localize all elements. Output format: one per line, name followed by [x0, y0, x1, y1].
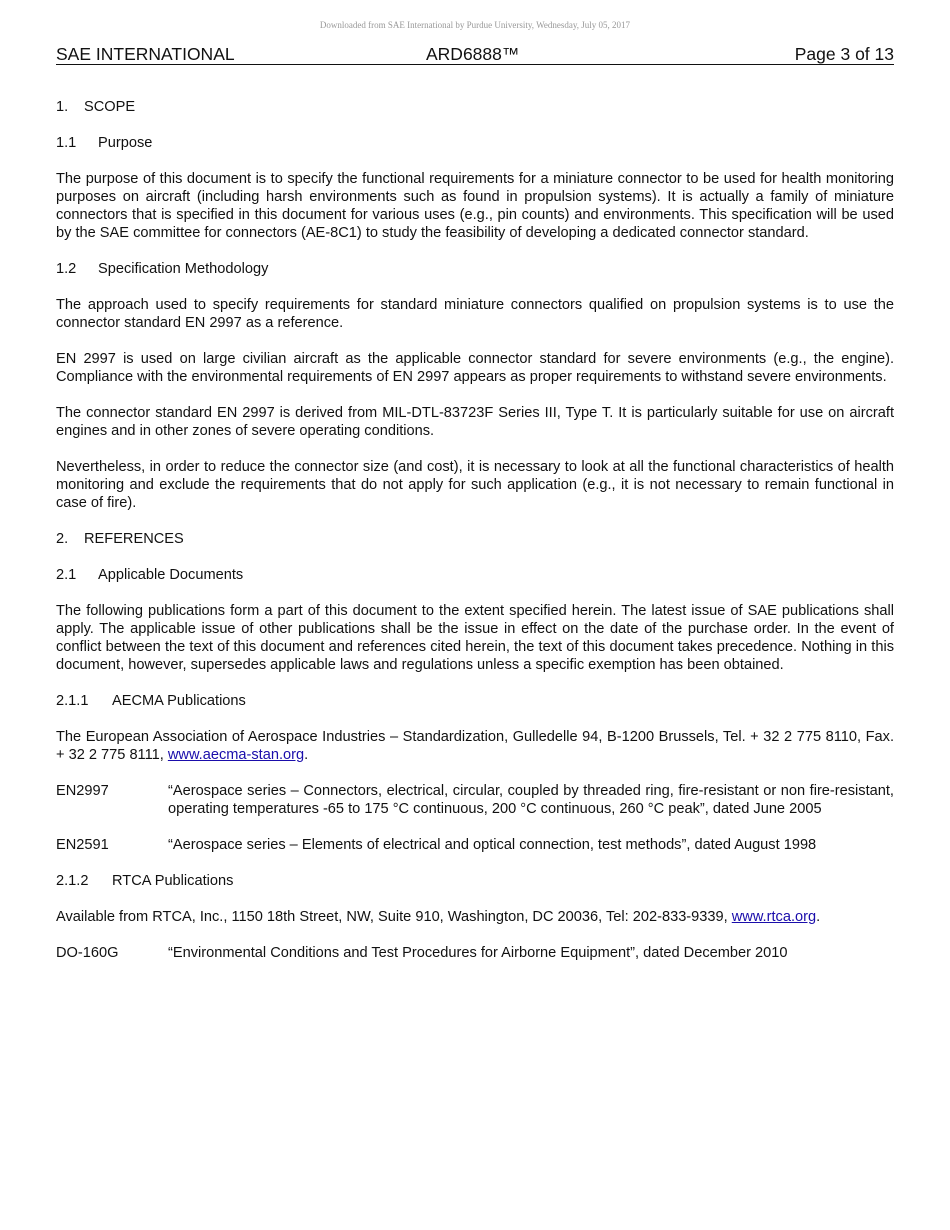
section-title: Specification Methodology — [98, 261, 269, 277]
section-2-1-1-heading — [56, 692, 894, 710]
section-title: Purpose — [98, 135, 153, 151]
aecma-website-link[interactable]: www.aecma-stan.org — [167, 747, 305, 763]
header-page-number: Page 3 of 13 — [794, 44, 894, 64]
section-1-2-heading — [56, 260, 894, 278]
reference-code: EN2997 — [56, 783, 109, 799]
reference-description: “Environmental Conditions and Test Procedures for Airborne Equipment”, dated December 2010 — [168, 945, 788, 961]
section-2-1-heading — [56, 566, 894, 584]
section-title: Applicable Documents — [98, 567, 244, 583]
section-number: 1.1 — [56, 135, 77, 151]
section-number: 2. — [56, 531, 69, 547]
header-publisher: SAE INTERNATIONAL — [56, 44, 235, 64]
sentence-end: . — [816, 909, 821, 925]
rtca-address-paragraph — [56, 908, 894, 926]
aecma-address-paragraph — [56, 728, 894, 764]
reference-code: EN2591 — [56, 837, 109, 853]
methodology-paragraph-4: Nevertheless, in order to reduce the connector size (and cost), it is necessary to look at all the functional characteristics of health monitoring and exclude the requirements that do not apply for such application (e.g., it is not necessary to remain functional in case of fire). — [56, 459, 894, 511]
section-number: 1. — [56, 99, 69, 115]
section-number: 1.2 — [56, 261, 77, 277]
reference-description: “Aerospace series – Elements of electrical and optical connection, test methods”, dated August 1998 — [168, 837, 817, 853]
methodology-paragraph-1: The approach used to specify requirements for standard miniature connectors qualified on propulsion systems is to use the connector standard EN 2997 as a reference. — [56, 297, 894, 331]
section-number: 2.1 — [56, 567, 77, 583]
page-header — [56, 44, 894, 65]
section-1-1-heading — [56, 134, 894, 152]
methodology-paragraph-2: EN 2997 is used on large civilian aircraft as the applicable connector standard for severe environments (e.g., the engine). Compliance with the environmental requirements of EN 2997 appears as proper requirements to withstand severe environments. — [56, 351, 894, 385]
rtca-address-text: Available from RTCA, Inc., 1150 18th Street, NW, Suite 910, Washington, DC 20036, Tel: 202-833-9339, — [56, 909, 732, 925]
download-watermark: Downloaded from SAE International by Purdue University, Wednesday, July 05, 2017 — [319, 20, 631, 30]
reference-entry-en2591 — [56, 836, 894, 854]
section-2-1-2-heading — [56, 872, 894, 890]
section-title: SCOPE — [84, 99, 136, 115]
section-1-heading — [56, 98, 894, 116]
section-title: REFERENCES — [84, 531, 184, 547]
section-2-heading — [56, 530, 894, 548]
aecma-address-text: The European Association of Aerospace Industries – Standardization, Gulledelle 94, B-1200 Brussels, Tel. + 32 2 775 8110, Fax. + 32 2 775 8111, — [56, 729, 894, 763]
applicable-documents-paragraph: The following publications form a part of this document to the extent specified herein. The latest issue of SAE publications shall apply. The applicable issue of other publications shall be the issue in effect on the date of the purchase order. In the event of conflict between the text of this document and references cited herein, the text of this document takes precedence. Nothing in this document, however, supersedes applicable laws and regulations unless a specific exemption has been obtained. — [56, 603, 894, 673]
rtca-website-link[interactable]: www.rtca.org — [731, 909, 817, 925]
methodology-paragraph-3: The connector standard EN 2997 is derived from MIL-DTL-83723F Series III, Type T. It is particularly suitable for use on aircraft engines and in other zones of severe operating conditions. — [56, 405, 894, 439]
page-content — [56, 98, 894, 962]
reference-entry-en2997 — [56, 782, 894, 818]
section-title: AECMA Publications — [112, 693, 246, 709]
section-number: 2.1.1 — [56, 693, 89, 709]
sentence-end: . — [304, 747, 309, 763]
section-title: RTCA Publications — [112, 873, 234, 889]
reference-code: DO-160G — [56, 945, 119, 961]
reference-description: “Aerospace series – Connectors, electrical, circular, coupled by threaded ring, fire-resistant or non fire-resistant, operating temperatures -65 to 175 °C continuous, 200 °C continuous, 260 °C peak”, dated June 2005 — [168, 783, 894, 817]
reference-entry-do160g — [56, 944, 894, 962]
purpose-paragraph: The purpose of this document is to specify the functional requirements for a miniature connector to be used for health monitoring purposes on aircraft (including harsh environments such as found in propulsion systems). It is actually a family of miniature connectors that is specified in this document for various uses (e.g., pin counts) and environments. This specification will be used by the SAE committee for connectors (AE-8C1) to study the feasibility of developing a dedicated connector standard. — [56, 171, 894, 241]
section-number: 2.1.2 — [56, 873, 89, 889]
header-doc-number: ARD6888™ — [426, 44, 520, 64]
